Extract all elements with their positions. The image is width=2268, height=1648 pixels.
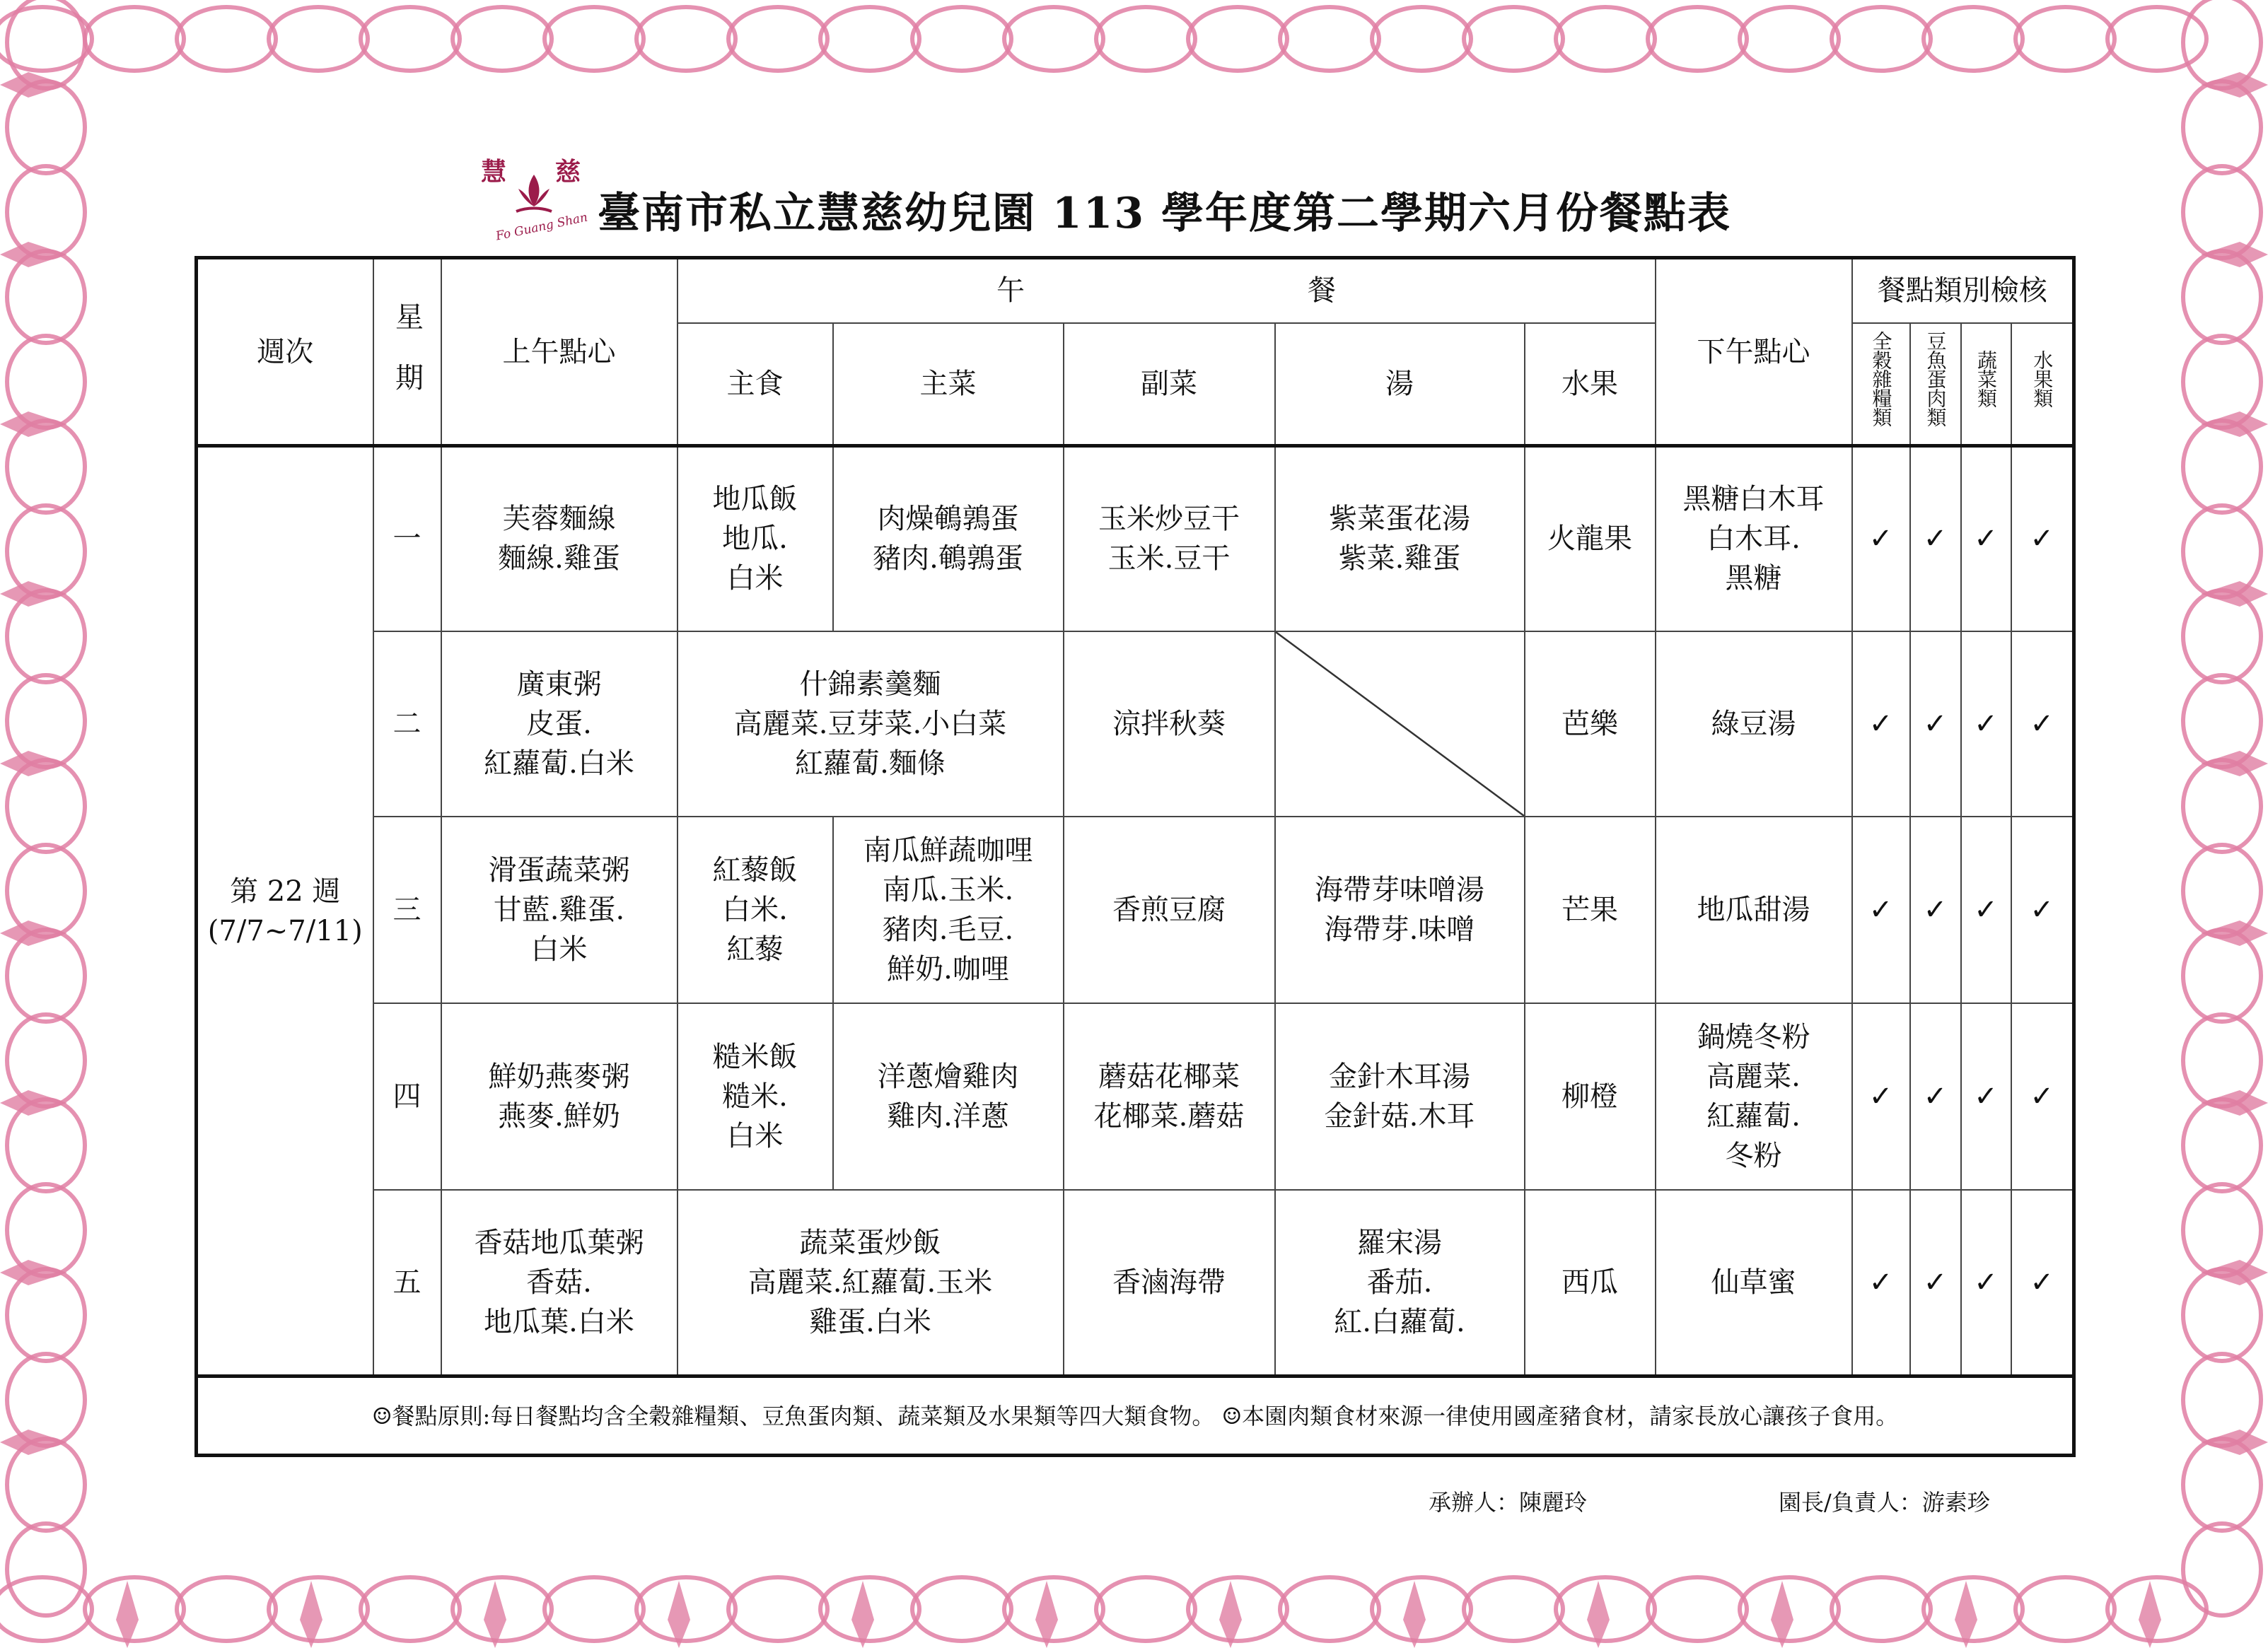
day-cell: 四 — [373, 1003, 441, 1190]
border-flourish — [177, 1577, 276, 1641]
header-cat-grains: 全穀雜糧類 — [1852, 323, 1910, 446]
border-flourish — [0, 411, 67, 437]
border-flourish — [7, 1015, 85, 1106]
header-soup: 湯 — [1275, 323, 1525, 446]
morning-snack-cell: 廣東粥 皮蛋. 紅蘿蔔.白米 — [441, 631, 678, 817]
border-flourish — [912, 7, 1011, 71]
border-flourish — [0, 921, 67, 946]
soup-empty-diagonal — [1275, 631, 1525, 817]
check-vegetable: ✓ — [1961, 446, 2011, 631]
header-week: 週次 — [197, 258, 373, 446]
header-day: 星 期 — [373, 258, 441, 446]
staple-cell: 地瓜飯 地瓜. 白米 — [678, 446, 833, 631]
combined-staple-main-cell: 什錦素羹麵 高麗菜.豆芽菜.小白菜 紅蘿蔔.麵條 — [678, 631, 1064, 817]
check-grains: ✓ — [1852, 817, 1910, 1003]
border-flourish — [2201, 242, 2268, 267]
soup-cell: 海帶芽味噌湯 海帶芽.味噌 — [1275, 817, 1525, 1003]
header-afternoon-snack: 下午點心 — [1656, 258, 1852, 446]
border-flourish — [2183, 1099, 2261, 1191]
border-flourish — [1004, 7, 1103, 71]
border-flourish — [453, 7, 552, 71]
border-flourish — [0, 581, 67, 607]
border-flourish — [1924, 7, 2023, 71]
side-dish-cell: 蘑菇花椰菜 花椰菜.蘑菇 — [1064, 1003, 1275, 1190]
border-flourish — [2183, 1524, 2261, 1615]
side-dish-cell: 玉米炒豆干 玉米.豆干 — [1064, 446, 1275, 631]
border-flourish — [7, 1524, 85, 1615]
border-flourish — [2183, 930, 2261, 1022]
afternoon-snack-cell: 仙草蜜 — [1656, 1190, 1852, 1377]
day-cell: 一 — [373, 446, 441, 631]
border-flourish — [1372, 7, 1471, 71]
border-flourish — [361, 7, 460, 71]
notes-row — [197, 1377, 2074, 1456]
border-flourish — [2183, 845, 2261, 937]
border-flourish — [0, 242, 67, 267]
border-flourish — [7, 166, 85, 258]
menu-table — [194, 256, 2076, 1457]
border-flourish — [2183, 251, 2261, 343]
border-flourish — [728, 7, 827, 71]
fruit-cell: 芭樂 — [1525, 631, 1656, 817]
border-flourish — [7, 590, 85, 682]
soup-cell: 羅宋湯 番茄. 紅.白蘿蔔. — [1275, 1190, 1525, 1377]
side-dish-cell: 涼拌秋葵 — [1064, 631, 1275, 817]
border-flourish — [7, 336, 85, 428]
border-flourish — [0, 1577, 92, 1641]
check-vegetable: ✓ — [1961, 1190, 2011, 1377]
check-fruit: ✓ — [2011, 631, 2074, 817]
combined-staple-main-cell: 蔬菜蛋炒飯 高麗菜.紅蘿蔔.玉米 雞蛋.白米 — [678, 1190, 1064, 1377]
check-fruit: ✓ — [2011, 1190, 2074, 1377]
soup-cell: 紫菜蛋花湯 紫菜.雞蛋 — [1275, 446, 1525, 631]
school-logo — [481, 152, 587, 258]
border-flourish — [0, 1430, 67, 1455]
border-flourish — [2183, 1354, 2261, 1446]
check-grains: ✓ — [1852, 1190, 1910, 1377]
header-main-dish: 主菜 — [833, 323, 1064, 446]
border-flourish — [1188, 7, 1287, 71]
logo-script-text: Fo Guang Shan — [494, 210, 589, 244]
border-flourish — [1832, 1577, 1931, 1641]
logo-char-right: 慈 — [555, 157, 581, 187]
check-protein: ✓ — [1910, 631, 1961, 817]
header-morning-snack: 上午點心 — [441, 258, 678, 446]
border-flourish — [2183, 505, 2261, 597]
header-cat-vegetable: 蔬菜類 — [1961, 323, 2011, 446]
border-flourish — [820, 7, 919, 71]
day-cell: 五 — [373, 1190, 441, 1377]
day-cell: 二 — [373, 631, 441, 817]
page-title: 臺南市私立慧慈幼兒園 113 學年度第二學期六月份餐點表 — [598, 189, 1732, 238]
border-flourish — [7, 1099, 85, 1191]
morning-snack-cell: 芙蓉麵線 麵線.雞蛋 — [441, 446, 678, 631]
border-flourish — [361, 1577, 460, 1641]
border-flourish — [2183, 760, 2261, 852]
border-flourish — [1096, 7, 1195, 71]
soup-cell: 金針木耳湯 金針菇.木耳 — [1275, 1003, 1525, 1190]
border-flourish — [545, 1577, 644, 1641]
check-grains: ✓ — [1852, 1003, 1910, 1190]
day-cell: 三 — [373, 817, 441, 1003]
afternoon-snack-cell: 綠豆湯 — [1656, 631, 1852, 817]
border-flourish — [2201, 1260, 2268, 1285]
fruit-cell: 火龍果 — [1525, 446, 1656, 631]
border-flourish — [7, 505, 85, 597]
afternoon-snack-cell: 鍋燒冬粉 高麗菜. 紅蘿蔔. 冬粉 — [1656, 1003, 1852, 1190]
border-flourish — [7, 421, 85, 513]
fruit-cell: 芒果 — [1525, 817, 1656, 1003]
border-flourish — [2201, 751, 2268, 776]
border-flourish — [2201, 1090, 2268, 1116]
border-flourish — [177, 7, 276, 71]
afternoon-snack-cell: 黑糖白木耳 白木耳. 黑糖 — [1656, 446, 1852, 631]
check-fruit: ✓ — [2011, 1003, 2074, 1190]
border-flourish — [0, 751, 67, 776]
header-staple: 主食 — [678, 323, 833, 446]
border-flourish — [2183, 590, 2261, 682]
border-flourish — [7, 1354, 85, 1446]
border-flourish — [2183, 166, 2261, 258]
border-flourish — [1648, 7, 1747, 71]
border-flourish — [2183, 336, 2261, 428]
check-protein: ✓ — [1910, 1003, 1961, 1190]
border-flourish — [0, 1260, 67, 1285]
staple-cell: 紅藜飯 白米. 紅藜 — [678, 817, 833, 1003]
side-dish-cell: 香煎豆腐 — [1064, 817, 1275, 1003]
handler-signature: 承辦人：陳麗玲 — [1429, 1489, 1588, 1516]
check-fruit: ✓ — [2011, 446, 2074, 631]
border-flourish — [2016, 1577, 2115, 1641]
logo-char-left: 慧 — [481, 157, 507, 187]
border-flourish — [1096, 1577, 1195, 1641]
border-flourish — [1280, 7, 1379, 71]
border-flourish — [2183, 675, 2261, 767]
border-flourish — [545, 7, 644, 71]
border-flourish — [7, 251, 85, 343]
fruit-cell: 西瓜 — [1525, 1190, 1656, 1377]
border-flourish — [7, 1439, 85, 1531]
border-flourish — [7, 930, 85, 1022]
morning-snack-cell: 滑蛋蔬菜粥 甘藍.雞蛋. 白米 — [441, 817, 678, 1003]
border-flourish — [1832, 7, 1931, 71]
border-flourish — [2183, 1184, 2261, 1276]
border-flourish — [2201, 921, 2268, 946]
menu-row-thu — [197, 1003, 2074, 1190]
side-dish-cell: 香滷海帶 — [1064, 1190, 1275, 1377]
director-signature: 園長/負責人：游素珍 — [1779, 1489, 1990, 1516]
border-flourish — [728, 1577, 827, 1641]
main-dish-cell: 肉燥鵪鶉蛋 豬肉.鵪鶉蛋 — [833, 446, 1064, 631]
border-flourish — [1464, 1577, 1563, 1641]
check-fruit: ✓ — [2011, 817, 2074, 1003]
check-grains: ✓ — [1852, 446, 1910, 631]
check-grains: ✓ — [1852, 631, 1910, 817]
border-flourish — [0, 72, 67, 98]
menu-row-tue — [197, 631, 2074, 817]
border-flourish — [2201, 411, 2268, 437]
morning-snack-cell: 鮮奶燕麥粥 燕麥.鮮奶 — [441, 1003, 678, 1190]
border-flourish — [7, 760, 85, 852]
border-flourish — [2201, 72, 2268, 98]
check-protein: ✓ — [1910, 817, 1961, 1003]
menu-row-fri — [197, 1190, 2074, 1377]
border-flourish — [1280, 1577, 1379, 1641]
border-flourish — [636, 7, 735, 71]
border-flourish — [7, 1269, 85, 1361]
check-protein: ✓ — [1910, 446, 1961, 631]
border-flourish — [1464, 7, 1563, 71]
border-flourish — [2183, 81, 2261, 173]
week-label: 第 22 週 (7/7~7/11) — [197, 446, 373, 1377]
border-flourish — [2183, 1439, 2261, 1531]
main-dish-cell: 洋蔥燴雞肉 雞肉.洋蔥 — [833, 1003, 1064, 1190]
check-vegetable: ✓ — [1961, 817, 2011, 1003]
check-vegetable: ✓ — [1961, 631, 2011, 817]
border-flourish — [7, 845, 85, 937]
header-lunch: 午 餐 — [678, 258, 1656, 323]
main-dish-cell: 南瓜鮮蔬咖哩 南瓜.玉米. 豬肉.毛豆. 鮮奶.咖哩 — [833, 817, 1064, 1003]
menu-row-wed — [197, 817, 2074, 1003]
fruit-cell: 柳橙 — [1525, 1003, 1656, 1190]
meal-principles-note: ☺餐點原則:每日餐點均含全穀雜糧類、豆魚蛋肉類、蔬菜類及水果類等四大類食物。 ☺本園肉類食材來源一律使用國產豬食材，請家長放心讓孩子食用。 — [197, 1377, 2074, 1456]
border-flourish — [2201, 581, 2268, 607]
staple-cell: 糙米飯 糙米. 白米 — [678, 1003, 833, 1190]
border-flourish — [7, 675, 85, 767]
border-flourish — [7, 1184, 85, 1276]
border-flourish — [2183, 421, 2261, 513]
lotus-icon — [513, 168, 555, 217]
border-flourish — [2183, 0, 2261, 88]
menu-row-mon — [197, 446, 2074, 631]
morning-snack-cell: 香菇地瓜葉粥 香菇. 地瓜葉.白米 — [441, 1190, 678, 1377]
border-flourish — [1740, 7, 1839, 71]
header-category-check: 餐點類別檢核 — [1852, 258, 2074, 323]
header-cat-fruit: 水果類 — [2011, 323, 2074, 446]
border-flourish — [912, 1577, 1011, 1641]
border-flourish — [2201, 1430, 2268, 1455]
check-protein: ✓ — [1910, 1190, 1961, 1377]
border-flourish — [0, 1090, 67, 1116]
header-cat-protein: 豆魚蛋肉類 — [1910, 323, 1961, 446]
check-vegetable: ✓ — [1961, 1003, 2011, 1190]
border-flourish — [1648, 1577, 1747, 1641]
border-flourish — [2016, 7, 2115, 71]
border-flourish — [2183, 1269, 2261, 1361]
border-flourish — [269, 7, 368, 71]
border-flourish — [2183, 1015, 2261, 1106]
border-flourish — [85, 7, 184, 71]
border-flourish — [1556, 7, 1655, 71]
header-side-dish: 副菜 — [1064, 323, 1275, 446]
border-flourish — [7, 81, 85, 173]
header-fruit: 水果 — [1525, 323, 1656, 446]
afternoon-snack-cell: 地瓜甜湯 — [1656, 817, 1852, 1003]
